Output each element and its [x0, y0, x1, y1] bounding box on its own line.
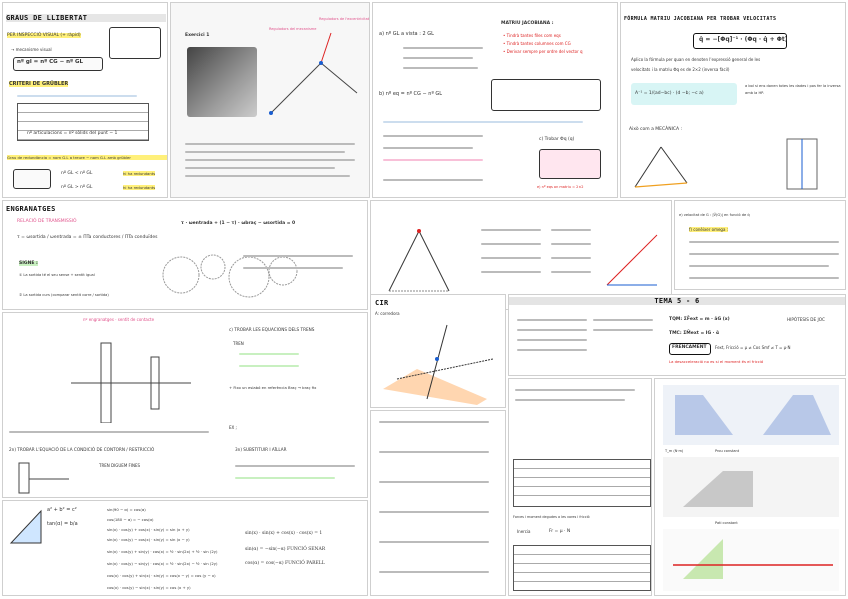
- angles-diagram-2: [597, 225, 667, 295]
- graus-articulacions: nº articulacions = nº sòlids del punt − 1: [27, 131, 118, 136]
- eng-gears-diagram: [153, 237, 303, 307]
- cir-diagram: [377, 319, 501, 405]
- taules-tbl-1: [513, 459, 651, 507]
- eng-formula: τ · ωentrada + (1 − τ) · ωbraç − ωsortida = 0: [181, 221, 296, 226]
- trenes-warning: nº engranatges · sentit de contacte: [83, 317, 155, 322]
- mig-line-2: [379, 451, 489, 453]
- taules-fr: Fr = μ · N: [549, 529, 571, 534]
- tema-tqm: TQM: ΣF̄ext = m · āG (x): [669, 317, 730, 322]
- formula-text2: velocitats i la matriu Φq es de 2×2 (inversa fàcil): [631, 67, 730, 72]
- graus-sub1: PER INSPECCIÓ VISUAL (+ ràpid): [7, 33, 81, 38]
- trig-id-2: sin(x) · cos(y) + cos(x) · sin(y) = sin (x + y): [107, 527, 190, 532]
- eng-s1: ① La sortida té el seu sense + sentit igual: [19, 273, 95, 277]
- trig-triangle: [9, 507, 43, 547]
- cin-line-5: [383, 135, 483, 137]
- trig-main: sin(x) · sin(x) + cos(x) · cos(x) = 1: [245, 531, 323, 536]
- vg-title: e) velocitat de G : |Ṽ(G)| en funció de q̇: [679, 213, 750, 217]
- taules-tbl-2: [513, 545, 651, 591]
- panel-engranatges: [2, 200, 368, 310]
- trig-pyth: a² + b² = c²: [47, 507, 77, 513]
- tema-line-6: [593, 329, 653, 331]
- tema-line-5: [593, 319, 653, 321]
- cin-c: c) Trobar Φq (q): [539, 137, 575, 142]
- mig-line-6: [379, 571, 489, 573]
- trenes-tren: TREN: [233, 341, 244, 346]
- graus-compare-2: nº GL > nº GL: [61, 185, 93, 190]
- tema-line-3: [517, 339, 587, 341]
- trenes-line-3: [9, 431, 209, 433]
- angles-line-1: [481, 229, 541, 231]
- angles-line-6: [551, 243, 591, 245]
- eng-signe: SIGNE :: [19, 261, 38, 266]
- tema-line-4: [517, 349, 587, 351]
- tema-chart-2: [663, 457, 839, 517]
- cin-c-matrix: [539, 149, 601, 179]
- angles-line-5: [551, 229, 591, 231]
- cir-sub: A: corredora: [375, 311, 400, 316]
- graus-line-1: [17, 95, 137, 97]
- cin-line-2: [403, 57, 473, 59]
- vg-line-4: [689, 277, 839, 279]
- tema-chart-3-caption: Pati constant: [715, 521, 738, 525]
- cin-line-4: [383, 121, 583, 123]
- formula-diagram-1: [631, 137, 691, 193]
- graus-visual-note: → mecanisme visual: [11, 47, 52, 52]
- eng-title: ENGRANATGES: [6, 205, 56, 213]
- trig-id-4: sin(x) · cos(y) + sin(y) · cos(x) = ½ · sin(2x) + ½ · sin (2y): [107, 549, 218, 554]
- tema-chart-3: [663, 529, 839, 591]
- trenes-line-5: [235, 477, 335, 479]
- formula-compare: a bol si ens donen totes les dades i pos fer la inversa amb la HP.: [745, 84, 841, 95]
- vg-f: f) conèixer omega :: [689, 227, 729, 232]
- angles-line-2: [481, 243, 541, 245]
- panel-graus-llibertat: [2, 2, 168, 198]
- graus-box-a: [13, 169, 51, 189]
- panel-trenes: [2, 312, 368, 498]
- trig-id-7: cos(x) · cos(y) − sin(x) · sin(y) = cos (x + y): [107, 585, 191, 590]
- trig-id-0: sin(90 − α) = cos(α): [107, 507, 146, 512]
- trenes-d-sub: TREN DIGUEM FINES: [99, 463, 141, 468]
- exercici-tag1: Reguladors del mecanisme: [269, 27, 317, 31]
- graus-sketch: [109, 27, 161, 59]
- trenes-line-2: [239, 365, 299, 367]
- exercici-tag2: Reguladors de l'excentricitat: [319, 17, 370, 21]
- eng-s2: ② La sortida curs (comparar sentit corre / sortida): [19, 293, 109, 297]
- tema-chart-2-caption: Prou constant: [715, 449, 740, 453]
- graus-grubler-note: Grau de redundància = nom G.L a treure − nom G.L amb grübler: [7, 155, 167, 160]
- cin-line-8: [383, 179, 483, 181]
- trig-tan: tan(α) = b/a: [47, 521, 78, 527]
- panel-trig: [2, 500, 368, 596]
- tema-tmc: TMC: ΣM̄ext = IG · ᾱ: [669, 331, 720, 336]
- graus-note-b: hi ha redundants: [123, 185, 156, 190]
- taules-inercia: Inercia: [517, 529, 531, 534]
- tema-frencament: FRENCAMENT: [672, 345, 707, 350]
- exercici-text-4: [185, 167, 335, 169]
- angles-line-7: [551, 257, 591, 259]
- panel-tema-charts: [654, 378, 846, 596]
- angles-line-3: [481, 257, 541, 259]
- eng-relacio: RELACIÓ DE TRANSMISSIÓ: [17, 219, 77, 224]
- panel-cir: [370, 294, 506, 408]
- trenes-line-1: [239, 353, 299, 355]
- trig-parell: cos(α) = cos(−α) FUNCIÓ PARELL: [245, 561, 325, 566]
- exercici-text-1: [185, 143, 355, 145]
- exercici-photo: [187, 47, 257, 117]
- trig-id-1: cos(180 − α) = − cos(α): [107, 517, 154, 522]
- cir-title: CIR: [375, 299, 389, 307]
- tema-line-2: [517, 329, 587, 331]
- taules-line-2: [515, 399, 625, 401]
- exercici-text-2: [185, 151, 345, 153]
- tema-fext: Fext, Fricció = μ ≠ Cos Smf ≠ T = μ·N: [715, 345, 791, 350]
- cin-e-label: e) nº eqs on matriu = 2×2: [537, 185, 584, 189]
- formula-text1: Aplico la fórmula per quan en denoten l'expressió general de les: [631, 57, 761, 62]
- trig-id-6: cos(x) · cos(y) + sin(x) · sin(y) = cos(x − y) = cos (y − x): [107, 573, 216, 578]
- cin-matrix: [491, 79, 601, 111]
- exercici-text-3: [185, 159, 355, 161]
- formula-inverse: A⁻¹ = 1/(ad−bc) · (d −b; −c a): [635, 91, 704, 96]
- cin-bullet-0: • Tindrà tantes files com eqs: [503, 33, 561, 38]
- cin-a: a) nº GL a vista : 2 GL: [379, 31, 434, 37]
- panel-tema: [508, 294, 846, 376]
- tema-chart-1: [663, 385, 839, 445]
- trenes-e: 3n) SUBSTITUIR I AÏLLAR: [235, 447, 287, 452]
- trig-id-5: sin(x) · cos(y) − sin(y) · cos(x) = ½ · sin(2x) − ½ · sin (2y): [107, 561, 218, 566]
- cin-line-6: [383, 147, 473, 149]
- panel-exercici: [170, 2, 370, 198]
- taules-forces: Forces i moment degudes a les vores i fricció: [513, 515, 590, 519]
- eng-tau: τ = ωsortida / ωentrada = ± ΠTa conductores / ΠTa conduïdes: [17, 235, 158, 240]
- mig-line-5: [379, 541, 489, 543]
- angles-diagram: [379, 211, 459, 301]
- panel-formula-matriu: [620, 2, 846, 198]
- trenes-ex: EX ;: [229, 425, 237, 430]
- cin-bullet-1: • Tindrà tantes columnes com CG: [503, 41, 571, 46]
- trenes-diagram: [11, 333, 221, 423]
- cin-line-3: [403, 67, 478, 69]
- exercici-text-5: [185, 175, 350, 177]
- formula-main: q̇ = −[Φq]⁻¹ · (Φq · q̇ + Φt): [699, 36, 788, 43]
- graus-compare-1: nº GL < nº GL: [61, 171, 93, 176]
- mig-line-3: [379, 481, 489, 483]
- graus-sub2: CRITERI DE GRÜBLER: [9, 81, 69, 87]
- tema-warning: La desacceleració no es si el moment és el fricció: [669, 359, 764, 364]
- eng-line-1: [243, 255, 353, 257]
- trenes-small-diagram: [13, 459, 73, 498]
- vg-line-3: [689, 265, 829, 267]
- cin-line-7: [383, 159, 483, 161]
- exercici-mechanism-diagram: [261, 23, 367, 129]
- cin-line-1: [403, 47, 483, 49]
- mig-line-4: [379, 511, 489, 513]
- trig-id-3: sin(x) · cos(y) − cos(x) · sin(y) = sin (x − y): [107, 537, 190, 542]
- tema-hipotesi: HIPÒTESIS DE JOC: [787, 317, 825, 322]
- angles-line-4: [481, 271, 541, 273]
- graus-note-a: hi ha redundants: [123, 171, 156, 176]
- formula-diagram-2: [767, 135, 837, 195]
- cin-b: b) nº eq = nº CG − nº GL: [379, 91, 443, 97]
- tema-chart-2-ylabel: T_m (N·m): [665, 449, 684, 453]
- exercici-label: Exercici 1: [185, 33, 210, 38]
- tema-title: TEMA 5 - 6: [509, 297, 845, 305]
- vg-line-2: [689, 253, 839, 255]
- taules-line-1: [515, 389, 635, 391]
- panel-tema-taules: [508, 378, 652, 596]
- vg-line-1: [689, 241, 839, 243]
- mig-line-1: [379, 421, 489, 423]
- trenes-d: 2n) TROBAR L'EQUACIÓ DE LA CONDICIÓ DE CONTORN / RESTRICCIÓ: [9, 447, 155, 452]
- panel-cinematica: [372, 2, 618, 198]
- panel-velocitat-g: [674, 200, 846, 290]
- angles-line-8: [551, 271, 591, 273]
- formula-mecanica: Això com a MECÀNICA :: [629, 127, 683, 132]
- graus-title: GRAUS DE LLIBERTAT: [6, 14, 166, 22]
- graus-formula1: nº gl = nº CG − nº GL: [17, 59, 84, 65]
- formula-title: FÓRMULA MATRIU JACOBIANA PER TROBAR VELOCITATS: [624, 16, 777, 22]
- eng-line-2: [243, 267, 343, 269]
- trenes-c: c) TROBAR LES EQUACIONS DELS TRENS: [229, 327, 315, 332]
- trig-senar: sin(α) = −sin(−α) FUNCIÓ SENAR: [245, 547, 326, 552]
- tema-line-1: [517, 319, 587, 321]
- cin-bullet-2: • Derivar sempre per ordre del vector q: [503, 49, 583, 54]
- trenes-fixe: + Fixo un eslabó en referència Braç → braç fix: [229, 385, 317, 390]
- panel-mig-baix: [370, 410, 506, 596]
- trenes-line-4: [235, 465, 355, 467]
- cin-matriu-title: MATRIU JACOBIANA :: [501, 21, 554, 26]
